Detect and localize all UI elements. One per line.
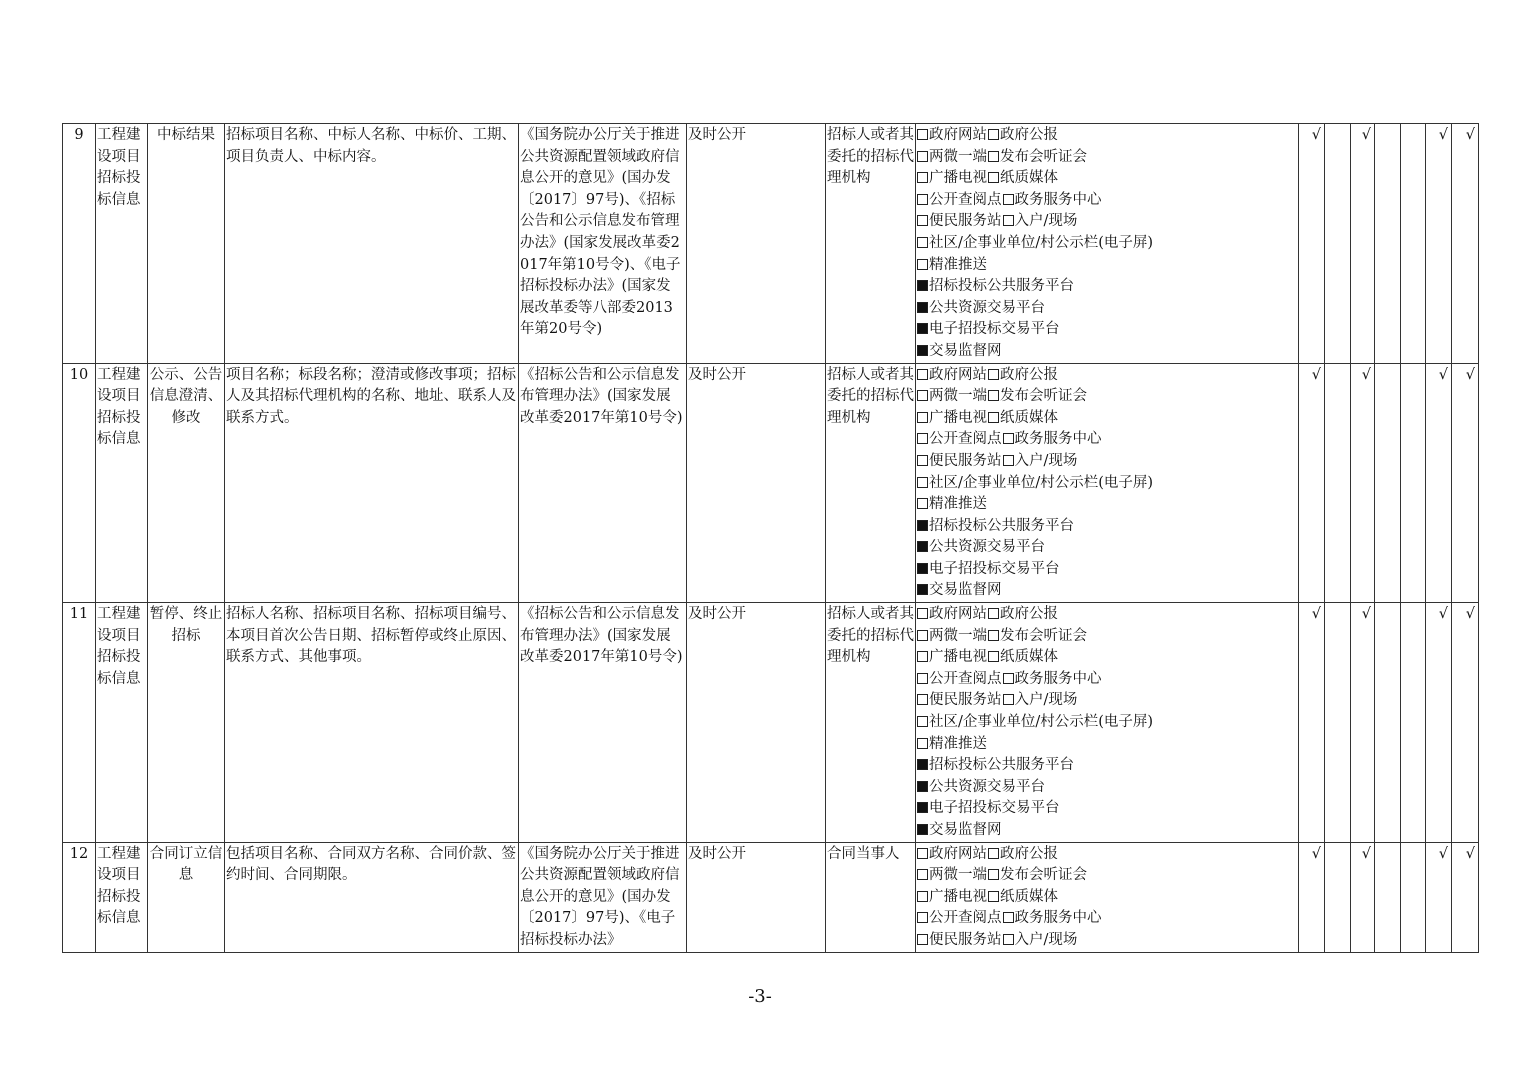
check-mark: √	[1426, 124, 1452, 364]
channel-label: 社区/企事业单位/村公示栏(电子屏)	[929, 714, 1154, 731]
channel-label: 纸质媒体	[1000, 170, 1058, 187]
content-cell: 招标人名称、招标项目名称、招标项目编号、本项目首次公告日期、招标暂停或终止原因、联系方式、其他事项。	[225, 603, 519, 843]
channels-cell	[916, 603, 1299, 843]
channel-label: 招标投标公共服务平台	[929, 278, 1074, 295]
table-row	[63, 842, 1479, 952]
category-cell: 工程建设项目招标投标信息	[96, 124, 148, 364]
channel-label: 政府网站	[929, 127, 987, 143]
table-row	[63, 363, 1479, 603]
empty-checkbox-icon	[1003, 433, 1014, 444]
filled-checkbox-icon	[917, 759, 928, 770]
channel-label: 广播电视	[929, 649, 987, 666]
check-mark: √	[1299, 842, 1325, 952]
channel-label: 纸质媒体	[1000, 888, 1058, 905]
disclosure-table	[62, 123, 1479, 953]
check-mark: √	[1351, 603, 1375, 843]
channels-cell	[916, 363, 1299, 603]
empty-checkbox-icon	[1003, 694, 1014, 705]
channel-line	[917, 537, 1297, 559]
empty-checkbox-icon	[917, 912, 928, 923]
empty-checkbox-icon	[988, 608, 999, 619]
channel-label: 公开查阅点	[929, 431, 1002, 448]
channel-line	[917, 276, 1297, 298]
channel-line	[917, 580, 1297, 602]
channel-line	[917, 887, 1297, 909]
channel-line	[917, 690, 1297, 712]
check-mark: √	[1426, 842, 1452, 952]
empty-checkbox-icon	[917, 369, 928, 380]
channel-label: 广播电视	[929, 170, 987, 187]
empty-check-cell	[1375, 842, 1401, 952]
row-number: 12	[63, 842, 96, 952]
content-cell: 项目名称；标段名称；澄清或修改事项；招标人及其招标代理机构的名称、地址、联系人及联系方式。	[225, 363, 519, 603]
empty-checkbox-icon	[988, 848, 999, 859]
empty-check-cell	[1401, 363, 1426, 603]
row-number: 10	[63, 363, 96, 603]
channel-label: 公共资源交易平台	[929, 778, 1045, 795]
channel-label: 入户/现场	[1014, 931, 1078, 948]
channel-line	[917, 820, 1297, 842]
channel-label: 政府公报	[1000, 127, 1058, 143]
channel-line	[917, 930, 1297, 952]
channel-line	[917, 255, 1297, 277]
channel-label: 两微一端	[929, 627, 987, 644]
subject-cell: 招标人或者其委托的招标代理机构	[826, 363, 916, 603]
category-cell: 工程建设项目招标投标信息	[96, 363, 148, 603]
channel-line	[917, 298, 1297, 320]
channel-label: 发布会听证会	[1000, 627, 1087, 644]
channel-label: 广播电视	[929, 409, 987, 426]
empty-checkbox-icon	[1003, 455, 1014, 466]
timing-cell: 及时公开	[687, 603, 826, 843]
channel-label: 发布会听证会	[1000, 867, 1087, 884]
channel-label: 交易监督网	[929, 822, 1002, 838]
row-number: 11	[63, 603, 96, 843]
channels-cell	[916, 842, 1299, 952]
row-number: 9	[63, 124, 96, 364]
channel-line	[917, 168, 1297, 190]
channel-line	[917, 341, 1297, 363]
channel-label: 公开查阅点	[929, 910, 1002, 927]
empty-checkbox-icon	[1003, 912, 1014, 923]
empty-checkbox-icon	[917, 129, 928, 140]
channel-label: 纸质媒体	[1000, 649, 1058, 666]
basis-cell: 《国务院办公厅关于推进公共资源配置领域政府信息公开的意见》(国办发〔2017〕97号)、《招标公告和公示信息发布管理办法》(国家发展改革委2017年第10号令)、《电子招标投标办法》(国家发展改革委等八部委2013年第20号令)	[519, 124, 687, 364]
channel-line	[917, 908, 1297, 930]
filled-checkbox-icon	[917, 802, 928, 813]
empty-check-cell	[1375, 603, 1401, 843]
channel-label: 政务服务中心	[1014, 191, 1102, 208]
channel-line	[917, 647, 1297, 669]
channel-label: 交易监督网	[929, 342, 1002, 359]
filled-checkbox-icon	[917, 302, 928, 313]
filled-checkbox-icon	[917, 584, 928, 595]
empty-checkbox-icon	[1003, 194, 1014, 205]
check-mark: √	[1452, 124, 1479, 364]
filled-checkbox-icon	[917, 541, 928, 552]
filled-checkbox-icon	[917, 563, 928, 574]
channel-label: 电子招投标交易平台	[929, 800, 1060, 817]
channel-line	[917, 147, 1297, 169]
check-mark: √	[1452, 603, 1479, 843]
subject-cell: 招标人或者其委托的招标代理机构	[826, 603, 916, 843]
channel-line	[917, 865, 1297, 887]
channel-label: 政府公报	[1000, 606, 1058, 623]
channel-label: 政府网站	[929, 606, 987, 623]
channel-label: 广播电视	[929, 888, 987, 905]
empty-checkbox-icon	[988, 369, 999, 380]
channel-line	[917, 190, 1297, 212]
channel-label: 交易监督网	[929, 582, 1002, 599]
filled-checkbox-icon	[917, 781, 928, 792]
check-mark: √	[1452, 363, 1479, 603]
empty-checkbox-icon	[917, 608, 928, 619]
table-body	[63, 124, 1479, 953]
check-mark: √	[1351, 363, 1375, 603]
empty-checkbox-icon	[988, 651, 999, 662]
channel-label: 电子招投标交易平台	[929, 560, 1060, 577]
empty-checkbox-icon	[917, 433, 928, 444]
channel-label: 公共资源交易平台	[929, 539, 1045, 556]
channel-label: 政府网站	[929, 366, 987, 383]
item-cell: 中标结果	[148, 124, 225, 364]
empty-checkbox-icon	[917, 738, 928, 749]
empty-check-cell	[1375, 124, 1401, 364]
channel-label: 社区/企事业单位/村公示栏(电子屏)	[929, 474, 1154, 491]
channel-line	[917, 451, 1297, 473]
channel-label: 招标投标公共服务平台	[929, 757, 1074, 774]
timing-cell: 及时公开	[687, 124, 826, 364]
table-row	[63, 124, 1479, 364]
channel-label: 入户/现场	[1014, 452, 1078, 469]
empty-checkbox-icon	[917, 215, 928, 226]
check-mark: √	[1299, 603, 1325, 843]
basis-cell: 《国务院办公厅关于推进公共资源配置领域政府信息公开的意见》(国办发〔2017〕97号)、《电子招标投标办法》	[519, 842, 687, 952]
channel-label: 便民服务站	[929, 931, 1002, 948]
check-mark: √	[1299, 363, 1325, 603]
empty-check-cell	[1401, 124, 1426, 364]
check-mark: √	[1426, 363, 1452, 603]
filled-checkbox-icon	[917, 520, 928, 531]
empty-checkbox-icon	[917, 194, 928, 205]
basis-cell: 《招标公告和公示信息发布管理办法》(国家发展改革委2017年第10号令)	[519, 603, 687, 843]
channel-line	[917, 777, 1297, 799]
channel-line	[917, 516, 1297, 538]
channel-label: 政务服务中心	[1014, 670, 1102, 687]
empty-check-cell	[1401, 603, 1426, 843]
channel-line	[917, 386, 1297, 408]
channel-label: 两微一端	[929, 148, 987, 165]
empty-checkbox-icon	[917, 869, 928, 880]
empty-checkbox-icon	[1003, 934, 1014, 945]
check-mark: √	[1351, 842, 1375, 952]
empty-checkbox-icon	[917, 694, 928, 705]
category-cell: 工程建设项目招标投标信息	[96, 842, 148, 952]
empty-checkbox-icon	[988, 891, 999, 902]
channel-label: 便民服务站	[929, 452, 1002, 469]
channel-line	[917, 429, 1297, 451]
empty-checkbox-icon	[988, 630, 999, 641]
channel-line	[917, 319, 1297, 341]
empty-checkbox-icon	[917, 498, 928, 509]
channel-line	[917, 365, 1297, 387]
channel-line	[917, 712, 1297, 734]
timing-cell: 及时公开	[687, 842, 826, 952]
channel-label: 入户/现场	[1014, 213, 1078, 230]
empty-checkbox-icon	[988, 151, 999, 162]
empty-checkbox-icon	[988, 869, 999, 880]
empty-checkbox-icon	[917, 390, 928, 401]
check-mark: √	[1426, 603, 1452, 843]
basis-cell: 《招标公告和公示信息发布管理办法》(国家发展改革委2017年第10号令)	[519, 363, 687, 603]
channel-line	[917, 408, 1297, 430]
empty-checkbox-icon	[988, 129, 999, 140]
channel-label: 精准推送	[929, 735, 987, 752]
empty-checkbox-icon	[988, 172, 999, 183]
channel-label: 精准推送	[929, 496, 987, 513]
subject-cell: 招标人或者其委托的招标代理机构	[826, 124, 916, 364]
channel-label: 便民服务站	[929, 692, 1002, 709]
page-number: -3-	[748, 986, 772, 1007]
channel-label: 精准推送	[929, 256, 987, 273]
channel-label: 政府公报	[1000, 366, 1058, 383]
channel-line	[917, 233, 1297, 255]
empty-checkbox-icon	[917, 891, 928, 902]
channel-line	[917, 494, 1297, 516]
empty-check-cell	[1325, 124, 1351, 364]
channel-line	[917, 798, 1297, 820]
empty-check-cell	[1325, 603, 1351, 843]
filled-checkbox-icon	[917, 824, 928, 835]
empty-checkbox-icon	[917, 630, 928, 641]
empty-checkbox-icon	[917, 455, 928, 466]
empty-check-cell	[1401, 842, 1426, 952]
channel-label: 公共资源交易平台	[929, 299, 1045, 316]
item-cell: 暂停、终止招标	[148, 603, 225, 843]
empty-checkbox-icon	[988, 412, 999, 423]
channel-label: 发布会听证会	[1000, 388, 1087, 405]
subject-cell: 合同当事人	[826, 842, 916, 952]
channel-label: 发布会听证会	[1000, 148, 1087, 165]
channel-label: 公开查阅点	[929, 191, 1002, 208]
channel-label: 两微一端	[929, 867, 987, 884]
channel-line	[917, 125, 1297, 147]
channel-line	[917, 755, 1297, 777]
channel-label: 电子招投标交易平台	[929, 321, 1060, 338]
channel-label: 政务服务中心	[1014, 910, 1102, 927]
channels-cell	[916, 124, 1299, 364]
channel-line	[917, 211, 1297, 233]
channel-line	[917, 734, 1297, 756]
empty-checkbox-icon	[917, 673, 928, 684]
channel-line	[917, 669, 1297, 691]
empty-check-cell	[1375, 363, 1401, 603]
empty-checkbox-icon	[917, 934, 928, 945]
channel-label: 纸质媒体	[1000, 409, 1058, 426]
table-row	[63, 603, 1479, 843]
empty-checkbox-icon	[1003, 215, 1014, 226]
content-cell: 包括项目名称、合同双方名称、合同价款、签约时间、合同期限。	[225, 842, 519, 952]
empty-checkbox-icon	[917, 412, 928, 423]
empty-checkbox-icon	[917, 651, 928, 662]
filled-checkbox-icon	[917, 345, 928, 356]
channel-label: 社区/企事业单位/村公示栏(电子屏)	[929, 234, 1154, 251]
empty-checkbox-icon	[917, 237, 928, 248]
channel-label: 政府网站	[929, 845, 987, 862]
category-cell: 工程建设项目招标投标信息	[96, 603, 148, 843]
check-mark: √	[1351, 124, 1375, 364]
channel-line	[917, 473, 1297, 495]
channel-label: 入户/现场	[1014, 692, 1078, 709]
channel-label: 两微一端	[929, 388, 987, 405]
channel-line	[917, 844, 1297, 866]
empty-checkbox-icon	[1003, 673, 1014, 684]
channel-label: 招标投标公共服务平台	[929, 517, 1074, 534]
check-mark: √	[1299, 124, 1325, 364]
filled-checkbox-icon	[917, 323, 928, 334]
channel-label: 政府公报	[1000, 845, 1058, 862]
channel-label: 便民服务站	[929, 213, 1002, 230]
channel-line	[917, 626, 1297, 648]
empty-checkbox-icon	[917, 151, 928, 162]
item-cell: 合同订立信息	[148, 842, 225, 952]
empty-check-cell	[1325, 363, 1351, 603]
empty-checkbox-icon	[917, 848, 928, 859]
timing-cell: 及时公开	[687, 363, 826, 603]
content-cell: 招标项目名称、中标人名称、中标价、工期、项目负责人、中标内容。	[225, 124, 519, 364]
channel-line	[917, 604, 1297, 626]
empty-checkbox-icon	[917, 716, 928, 727]
empty-checkbox-icon	[917, 172, 928, 183]
empty-checkbox-icon	[917, 477, 928, 488]
empty-checkbox-icon	[917, 259, 928, 270]
channel-line	[917, 559, 1297, 581]
check-mark: √	[1452, 842, 1479, 952]
empty-check-cell	[1325, 842, 1351, 952]
filled-checkbox-icon	[917, 280, 928, 291]
empty-checkbox-icon	[988, 390, 999, 401]
item-cell: 公示、公告信息澄清、修改	[148, 363, 225, 603]
channel-label: 政务服务中心	[1014, 431, 1102, 448]
channel-label: 公开查阅点	[929, 670, 1002, 687]
